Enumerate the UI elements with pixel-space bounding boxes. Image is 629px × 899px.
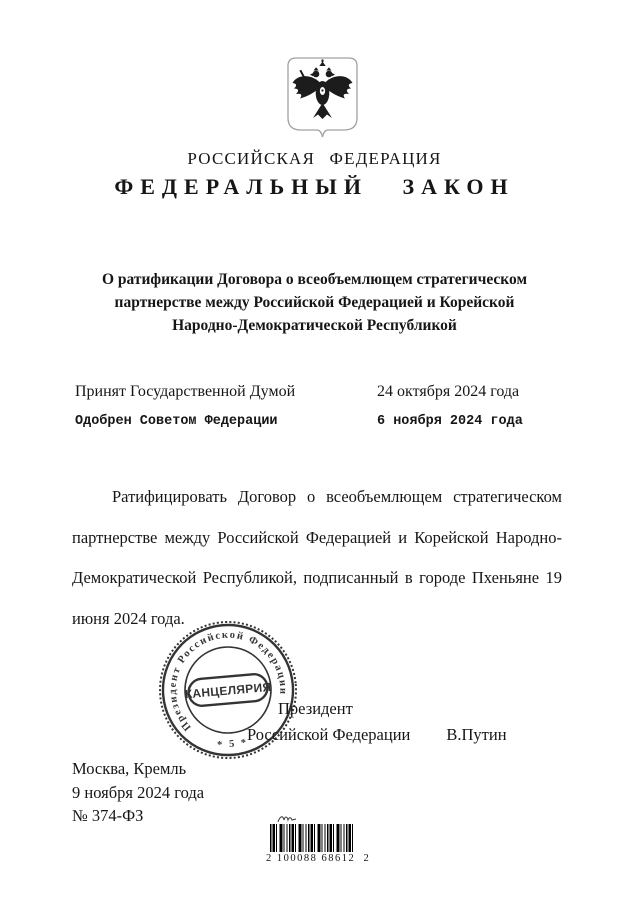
chancellery-stamp-icon xyxy=(154,616,302,764)
footer-place: Москва, Кремль xyxy=(72,759,187,778)
law-title-line: О ратификации Договора о всеобъемлющем стратегическом xyxy=(101,271,528,288)
duma-adoption-date: 24 октября 2024 года xyxy=(377,383,520,400)
signature-title-line1: Президент xyxy=(278,699,353,718)
signatory-name: В.Путин xyxy=(446,725,507,744)
footer-block xyxy=(72,757,204,828)
stamp-ring-text: Президент Российской Федерации xyxy=(167,629,289,733)
law-type-heading: ФЕДЕРАЛЬНЫЙ ЗАКОН xyxy=(114,174,515,199)
stamp-center-label: КАНЦЕЛЯРИЯ xyxy=(184,679,272,702)
law-title xyxy=(70,268,559,337)
council-approval-label: Одобрен Советом Федерации xyxy=(75,414,278,429)
barcode xyxy=(266,810,371,864)
footer-date: 9 ноября 2024 года xyxy=(72,782,205,802)
country-heading: РОССИЙСКАЯ ФЕДЕРАЦИЯ xyxy=(187,149,442,168)
council-approval-date: 6 ноября 2024 года xyxy=(377,414,523,429)
footer-law-number: № 374-ФЗ xyxy=(72,806,144,825)
barcode-bars xyxy=(270,824,355,852)
law-title-line: Народно-Демократической Республикой xyxy=(172,317,457,334)
coat-of-arms-icon xyxy=(286,56,359,141)
duma-adoption-label: Принят Государственной Думой xyxy=(75,383,296,400)
signature-title-line2: Российской Федерации В.Путин xyxy=(247,725,507,744)
barcode-digits: 2 100088 68612 2 xyxy=(266,853,371,864)
law-title-line: партнерстве между Российской Федерацией и Корейской xyxy=(114,294,515,311)
ratification-paragraph: Ратифицировать Договор о всеобъемлющем стратегическом партнерстве между Российской Федерацией и Корейской Народно-Демократической Республикой, подписанный в городе Пхеньяне 19 июня 2024 года. xyxy=(72,487,562,628)
stamp-bottom-number: * 5 * xyxy=(216,737,249,752)
